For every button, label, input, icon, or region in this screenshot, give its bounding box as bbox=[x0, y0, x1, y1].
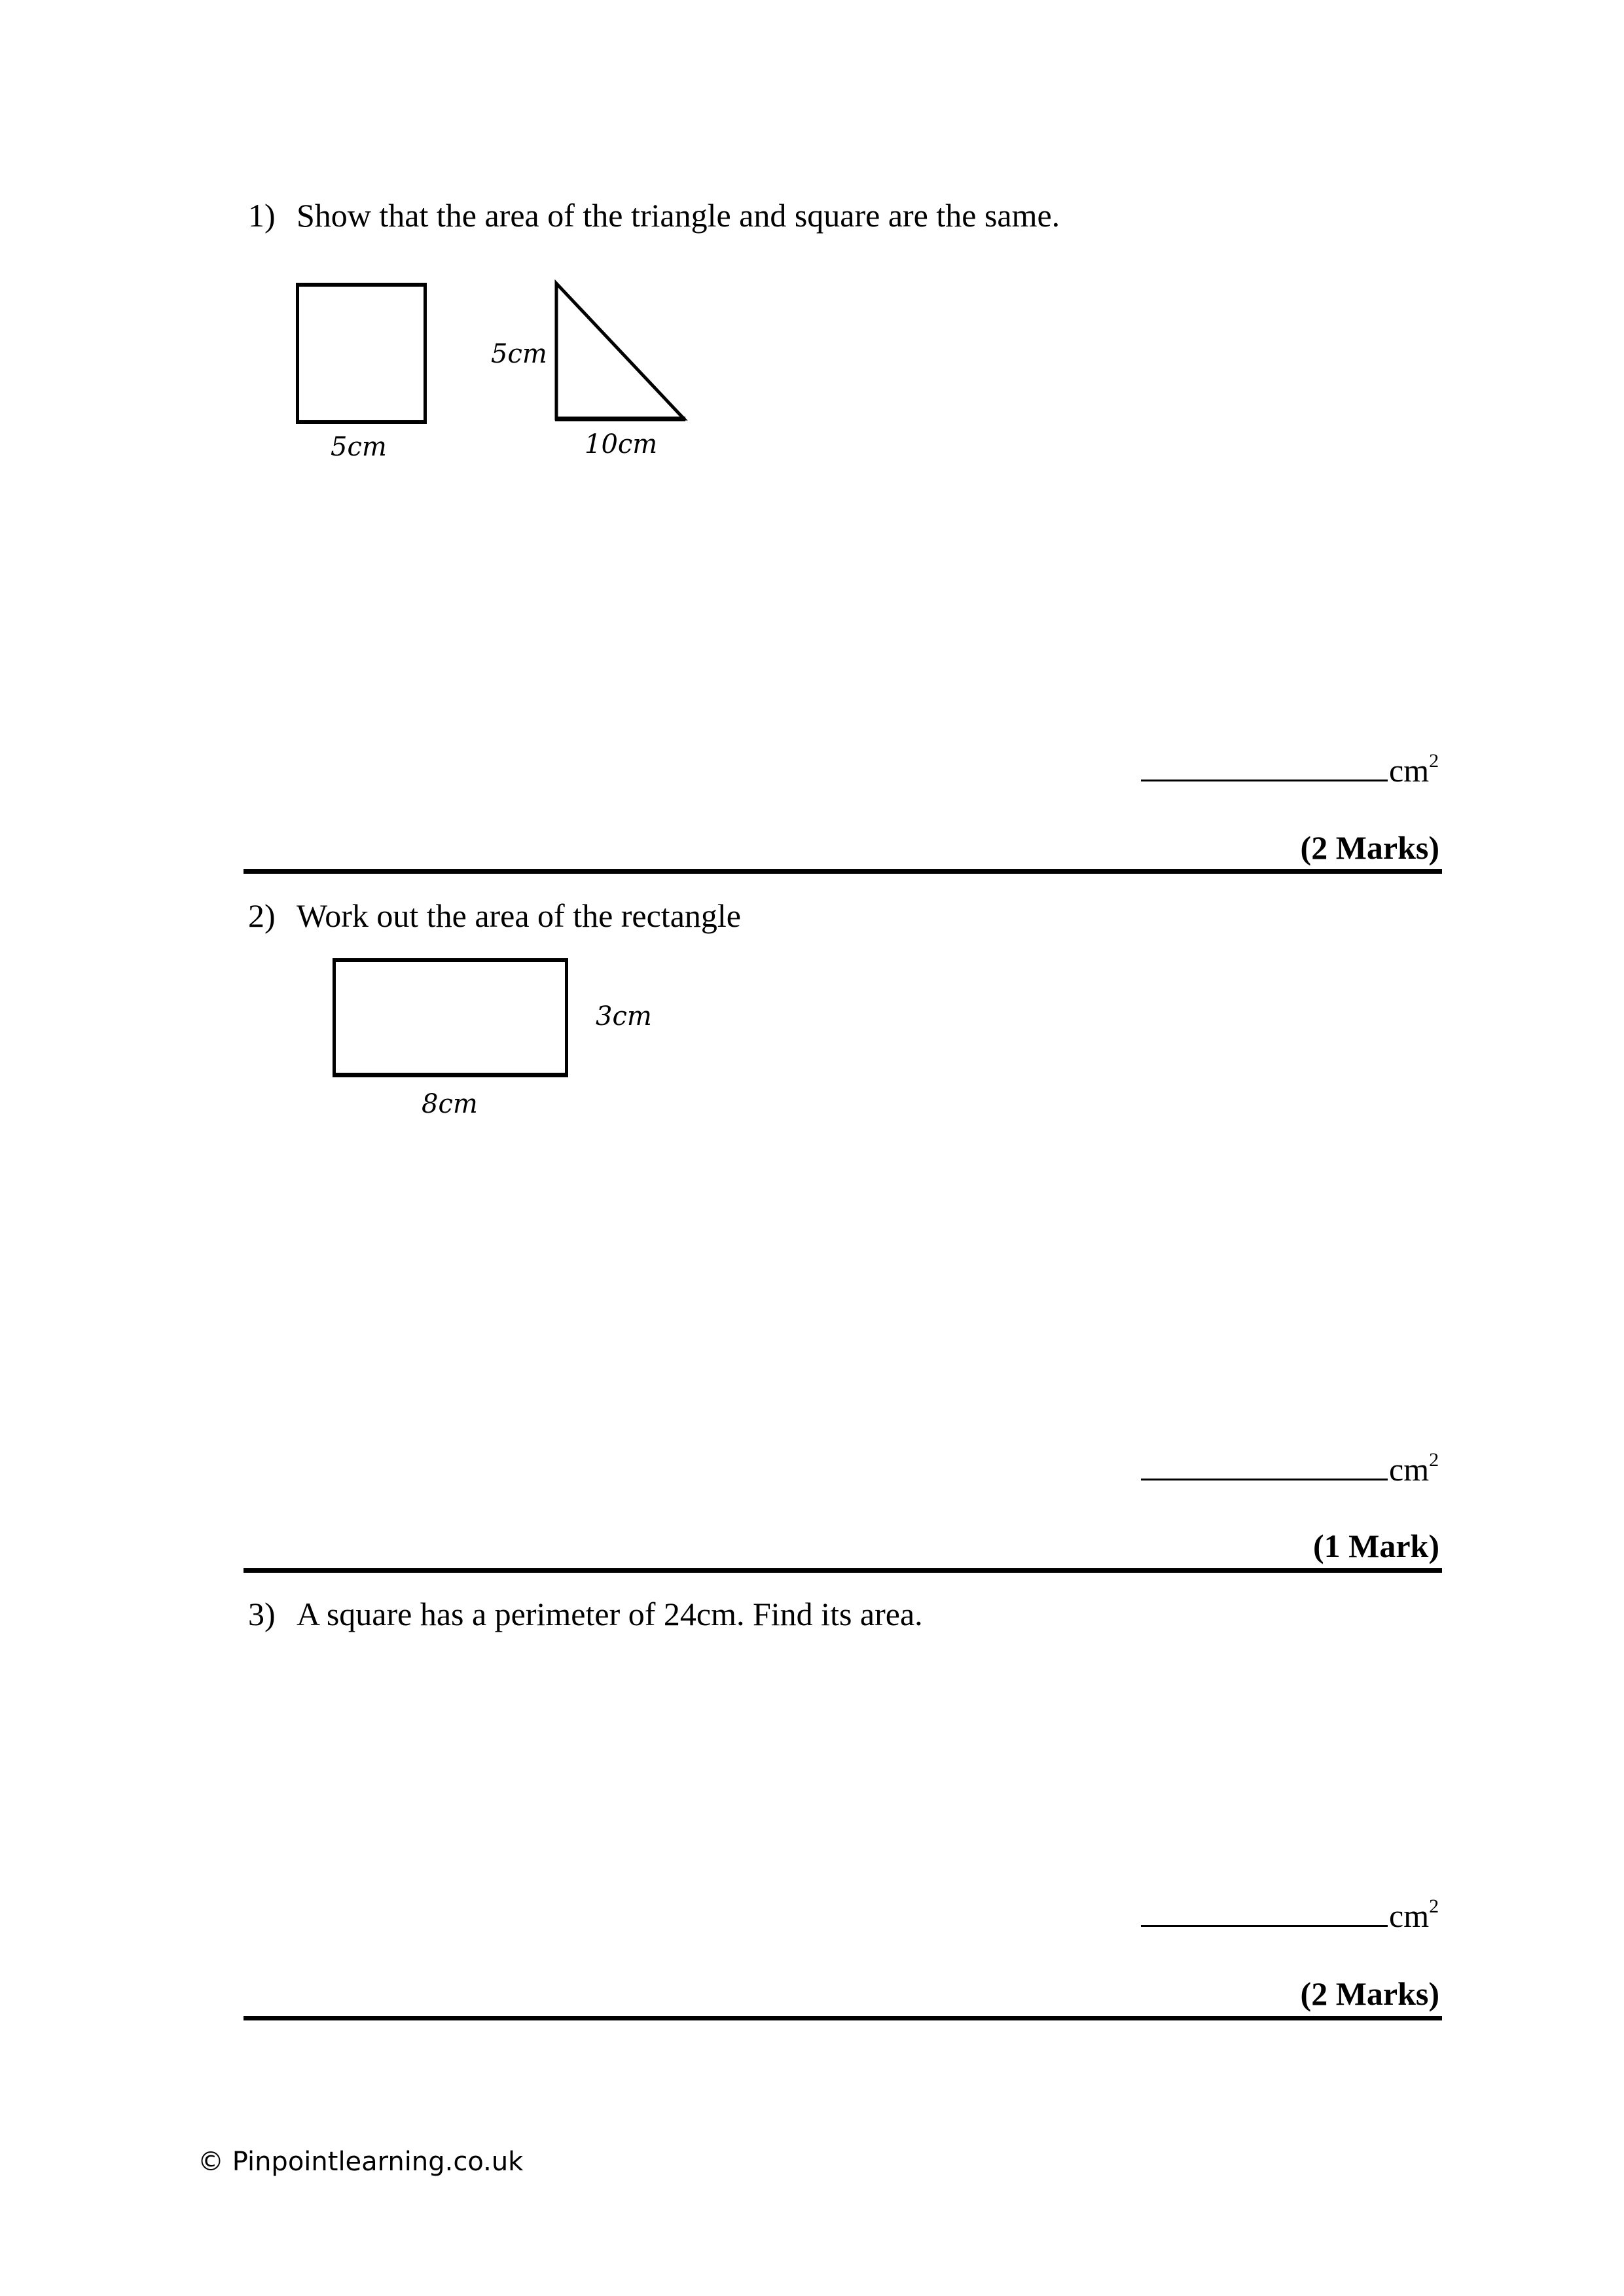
question-text: Work out the area of the rectangle bbox=[297, 897, 741, 934]
rectangle-shape bbox=[333, 958, 568, 1077]
answer-blank[interactable] bbox=[1141, 1899, 1388, 1927]
footer-copyright bbox=[198, 2147, 523, 2177]
question-number: 1) bbox=[248, 197, 276, 234]
question-text: Show that the area of the triangle and square are the same. bbox=[297, 197, 1060, 234]
triangle-height-label: 5cm bbox=[491, 339, 547, 369]
answer-unit: cm bbox=[1389, 1451, 1430, 1488]
question-number: 3) bbox=[248, 1596, 276, 1632]
answer-unit: cm bbox=[1389, 752, 1430, 789]
square-shape bbox=[296, 283, 427, 424]
answer-blank[interactable] bbox=[1141, 1452, 1388, 1480]
rectangle-height-label: 3cm bbox=[596, 1001, 652, 1031]
copyright-icon: © bbox=[198, 2147, 224, 2177]
question-number: 2) bbox=[248, 897, 276, 934]
question-text: A square has a perimeter of 24cm. Find its area. bbox=[297, 1596, 923, 1632]
marks-label: (1 Mark) bbox=[1313, 1528, 1439, 1564]
answer-line[interactable] bbox=[1141, 751, 1439, 789]
triangle-shape bbox=[553, 278, 691, 425]
answer-unit-power: 2 bbox=[1429, 1449, 1439, 1471]
answer-blank[interactable] bbox=[1141, 753, 1388, 781]
section-divider bbox=[244, 869, 1442, 874]
marks-label: (2 Marks) bbox=[1300, 829, 1439, 866]
answer-line[interactable] bbox=[1141, 1450, 1439, 1488]
answer-line[interactable] bbox=[1141, 1897, 1439, 1935]
marks-label: (2 Marks) bbox=[1300, 1975, 1439, 2012]
square-side-label: 5cm bbox=[331, 432, 387, 462]
rectangle-width-label: 8cm bbox=[422, 1089, 478, 1119]
answer-unit: cm bbox=[1389, 1897, 1430, 1934]
section-divider bbox=[244, 1568, 1442, 1573]
footer-site: Pinpointlearning.co.uk bbox=[232, 2147, 524, 2177]
triangle-base-label: 10cm bbox=[585, 429, 658, 459]
section-divider bbox=[244, 2016, 1442, 2020]
answer-unit-power: 2 bbox=[1429, 750, 1439, 772]
answer-unit-power: 2 bbox=[1429, 1895, 1439, 1918]
